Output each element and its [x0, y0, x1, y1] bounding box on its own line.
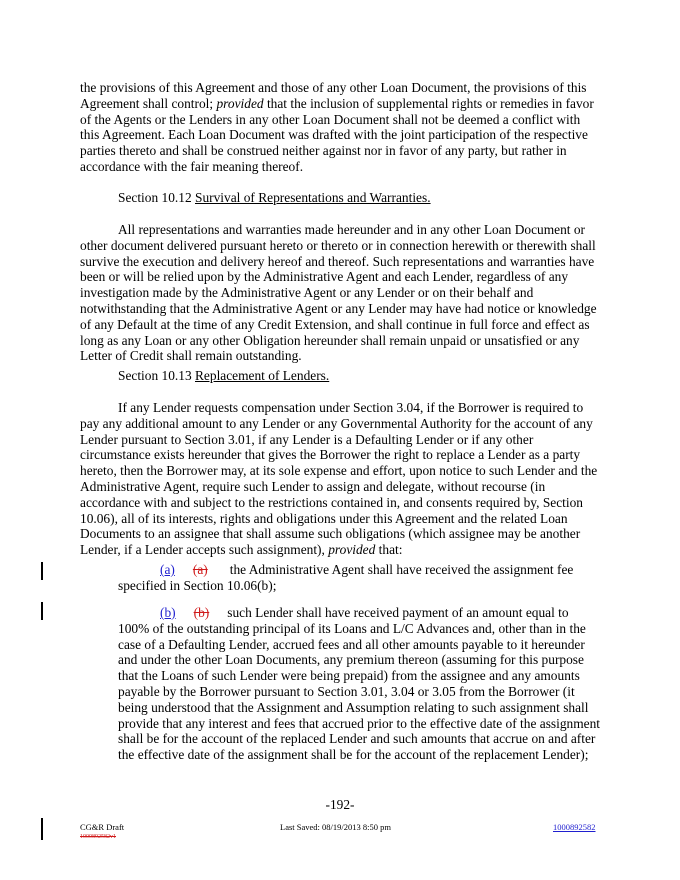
change-bar: [41, 562, 43, 580]
paragraph-survival: [80, 222, 600, 364]
section-10-12-heading: [118, 190, 431, 206]
text-run: If any Lender requests compensation under Section 3.04, if the Borrower is required to pay any additional amount to any Lender or any Governmental Authority for the account of any Lender pursuant to Section 3.01, if any Lender is a Defaulting Lender or if any other circumstance exists hereunder that gives the Borrower the right to replace a Lender as a party hereto, then the Borrower may, at its sole expense and effort, upon notice to such Lender and the Administrative Agent, require such Lender to assign and delegate, without recourse (in accordance with and subject to the restrictions contained in, and consents required by, Section 10.06), all of its interests, rights and obligations under this Agreement and the related Loan Documents to an assignee that shall assume such obligations (which assignee may be another Lender, if a Lender accepts such assignment),: [80, 400, 598, 558]
paragraph-provisions: [80, 80, 600, 175]
change-bar: [41, 602, 43, 620]
section-title: Survival of Representations and Warranties.: [195, 190, 431, 205]
text-run: that:: [375, 542, 403, 558]
italic-term: provided: [328, 542, 376, 558]
footer-last-saved: Last Saved: 08/19/2013 8:50 pm: [280, 822, 391, 832]
clause-a: [118, 562, 600, 594]
deleted-marker: (b): [193, 605, 210, 620]
clause-text: the Administrative Agent shall have received the assignment fee specified in Section 10.06(b);: [118, 562, 574, 593]
section-10-13-heading: [118, 368, 329, 384]
section-number: Section 10.12: [118, 190, 195, 205]
text-run: All representations and warranties made hereunder and in any other Loan Document or other document delivered pursuant hereto or thereto or in connection herewith or therewith shall survive the execution and delivery hereof and thereof. Such representations and warranties have been or will be relied upon by the Administrative Agent and each Lender, regardless of any investigation made by the Administrative Agent or any Lender or on their behalf and notwithstanding that the Administrative Agent or any Lender may have had notice or knowledge of any Default at the time of any Credit Extension, and shall continue in full force and effect as long as any Loan or any other Obligation hereunder shall remain unpaid or unsatisfied or any Letter of Credit shall remain outstanding.: [80, 222, 597, 364]
text-run: that the inclusion of supplemental rights or remedies in favor of the Agents or the Lenders in any other Loan Document shall not be deemed a conflict with this Agreement. Each Loan Document was drafted with the joint participation of the respective parties thereto and shall be construed neither against nor in favor of any party, but rather in accordance with the fair meaning thereof.: [80, 95, 594, 174]
change-bar: [41, 818, 43, 840]
footer-draft-label: CG&R Draft: [80, 822, 125, 832]
italic-term: provided: [216, 95, 264, 111]
paragraph-replacement: [80, 400, 600, 558]
text-run: the provisions of this Agreement and those of any other Loan Document, the provisions of this Agreement shall control;: [80, 80, 587, 111]
section-number: Section 10.13: [118, 368, 195, 383]
footer-docid-link[interactable]: 1000892582: [553, 822, 596, 832]
clause-b: [118, 605, 600, 763]
inserted-marker: (b): [160, 605, 176, 620]
footer-left: [80, 822, 124, 842]
footer-deleted-docid: 1000892582v1: [80, 834, 116, 840]
section-title: Replacement of Lenders.: [195, 368, 330, 383]
page-number: -192-: [325, 797, 355, 812]
deleted-marker: (a): [192, 562, 208, 577]
clause-text: such Lender shall have received payment of an amount equal to 100% of the outstanding principal of its Loans and L/C Advances and, other than in the case of a Defaulting Lender, accrued fees and all other amounts payable to it hereunder and under the other Loan Documents, any premium thereon (assuming for this purpose that the Loans of such Lender were being prepaid) from the assignee and any amounts payable by the Borrower pursuant to Section 3.01, 3.04 or 3.05 from the Borrower (it being understood that the Assignment and Assumption relating to such assignment shall provide that any interest and fees that accrued prior to the effective date of the assignment shall be for the account of the replaced Lender and such amounts that accrue on and after the effective date of the assignment shall be for the account of the replacement Lender);: [118, 605, 600, 763]
inserted-marker: (a): [160, 562, 175, 577]
